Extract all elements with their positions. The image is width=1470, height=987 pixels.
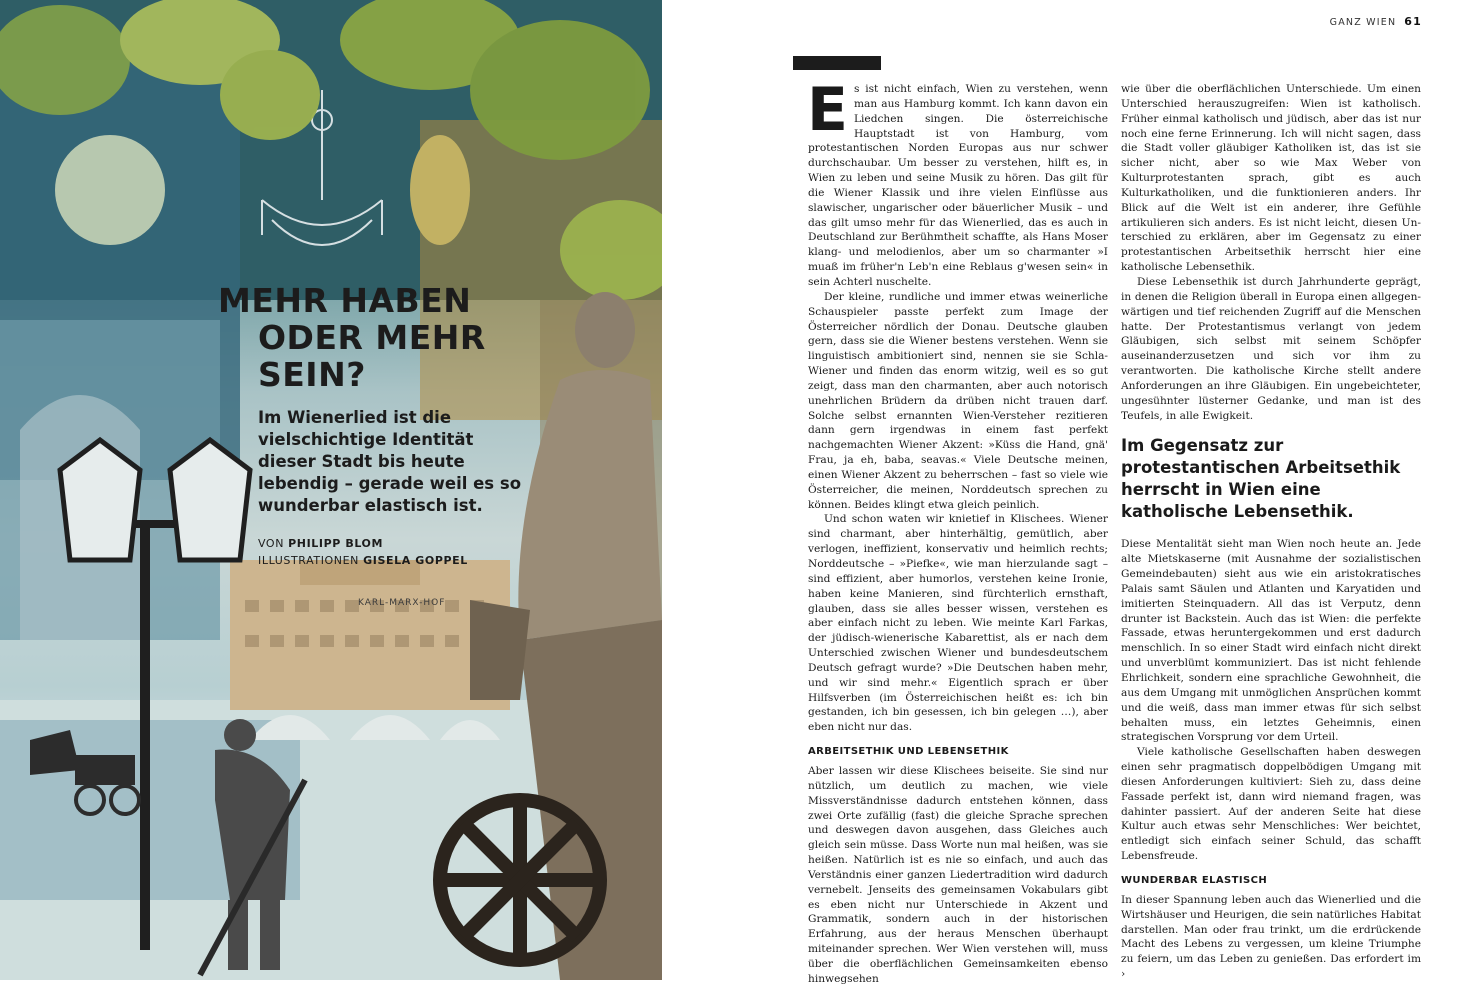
illustrator-prefix: ILLUSTRATIONEN — [258, 554, 360, 567]
subtitle: Im Wienerlied ist die vielschichtige Identität dieser Stadt bis heute lebendig – gerade weil es so wunderbar elastisch ist. — [258, 408, 522, 515]
paragraph: Und schon waten wir knietief in Klischees. Wiener sind charmant, aber hinterhältig, gemütlich, aber verlogen, ineffizient, konservativ und heimlich rechts; Norddeutsche – »Piefke«, wie man hierzulande sagt – sind effizient, aber humorlos, verstehen keine Ironie, haben keine Manieren, sind fürchterlich ernsthaft, glauben, dass sie alles besser wissen, verstehen es aber einfach nicht zu leben. Wie meinte Karl Farkas, der jüdisch-wienerische Kabarettist, als er nach dem Unterschied zwischen Wiener und bundesdeutschem Deutsch gefragt wurde? »Die Deutschen haben mehr, und wir sind mehr.« Eigentlich sprach er über Hilfsverben (im Österreichischen heißt es: ich bin gestanden, ich bin gesessen, ich bin gelegen …), aber eben nicht nur das. — [808, 513, 1108, 734]
title-block — [218, 282, 598, 569]
section-name: GANZ WIEN — [1329, 17, 1397, 28]
paragraph: Diese Lebensethik ist durch Jahrhunderte geprägt, in denen die Religion überall in Europa einen allgegenwärtigen und tief reichenden Zugriff auf die Menschen hatte. Der Protestantismus verlangt von jedem Gläubigen, sich selbst mit seinem Schöpfer auseinanderzusetzen und sich vor ihm zu verantworten. Die katholische Kirche stellt andere Anforderungen an ihre Gläubigen. Ein ungebeichteter, ungesühnter lüsterner Gedanke, und man ist des Teufels, in alle Ewigkeit. — [1121, 275, 1421, 422]
byline-prefix: VON — [258, 537, 285, 550]
paragraph-text: s ist nicht einfach, Wien zu verstehen, wenn man aus Hamburg kommt. Ich kann davon ein Liedchen singen. Die österreichische Hauptstadt ist von Hamburg, vom protestantischen Norden Europas aus nur schwer durchschaubar. Um besser zu verstehen, hilft es, in Wien zu leben und seine Musik zu hören. Das gilt für die Wiener Klassik und ihre vielen Einflüsse aus slawischer, ungarischer oder bäuerlicher Musik – und das gilt umso mehr für das Wienerlied, das es auch in Deutschland zur Berühmtheit schaffte, als Hans Moser klang- und melodienlos, aber um so charmanter »I muaß im früher'n Leb'n eine Reblaus g'wesen sein« in sein Achterl nuschelte. — [808, 83, 1108, 288]
paragraph: Viele katholische Gesellschaften haben deswegen einen sehr pragmatisch doppelbödigen Umgang mit diesen Anforderungen kultiviert: Sieh zu, dass deine Fassade perfekt ist, dann wird niemand fragen, was dahinter passiert. Auf der anderen Seite hat diese Kultur auch etwas sehr Menschliches: Wer beichtet, entledigt sich einfach seiner Schuld, das schafft Lebensfreude. — [1121, 746, 1421, 863]
paragraph: Aber lassen wir diese Klischees beiseite. Sie sind nur nützlich, um deutlich zu machen, wie viele Missverständnisse dadurch entstehen können, dass zwei Orte zufällig (fast) die gleiche Sprache sprechen und deswegen davon ausgehen, dass Gleiches auch gleich sein müsse. Dass Worte nun mal heißen, was sie heißen. Natürlich ist es nie so einfach, und auch das Verständnis einer ganzen Liedertradition wird dadurch vernebelt. Jenseits des gemeinsamen Vokabulars gibt es eben nicht nur Unterschiede in Akzent und Grammatik, sondern auch in der historischen Erfahrung, aus der heraus Menschen überhaupt miteinander sprechen. Wer Wien verstehen will, muss über die oberflächlichen Gemeinsamkeiten ebenso hinwegsehen — [808, 764, 1108, 985]
paragraph: wie über die oberflächlichen Unterschiede. Um einen Unterschied herauszugreifen: Wien ist katholisch. Früher einmal katholisch und jüdisch, aber das ist nur noch eine ferne Erinnerung. Ich will nicht sagen, dass die Stadt voller gläubiger Katholiken ist, das ist sie sicher nicht, aber so wie Max Weber von Kulturprotestanten sprach, gibt es auch Kulturkatholiken, und die funktionieren anders. Ihr Blick auf die Welt ist ein anderer, ihre Gefühle artikulieren sich anders. Es ist nicht leicht, diesen Unterschied zu erklären, aber im Gegensatz zu einer protestantischen Arbeitsethik herrscht hier eine katholische Lebensethik. — [1121, 83, 1421, 274]
section-subhead: WUNDERBAR ELASTISCH — [1121, 874, 1268, 886]
byline — [258, 535, 598, 552]
illustrator-name: GISELA GOPPEL — [363, 554, 468, 567]
paragraph — [807, 75, 1108, 290]
article-column-1 — [807, 75, 1108, 987]
top-rule-bar — [793, 56, 881, 70]
paragraph: In dieser Spannung leben auch das Wienerlied und die Wirtshäuser und Heurigen, die sein natürliches Habitat darstellen. Man oder frau trinkt, um die erdrückende Macht des Lebens zu vergessen, um kleine Triumphe zu feiern, um das Leben zu genießen. Das erfordert im › — [1121, 893, 1421, 981]
page-number: 61 — [1404, 15, 1422, 28]
paragraph: Der kleine, rundliche und immer etwas weinerliche Schauspieler passte perfekt zum Image der Österreicher nördlich der Donau. Deutsche glauben gern, dass sie die Wiener bestens verstehen. Wenn sie linguistisch ambitioniert sind, nennen sie sie Schla-Wiener und finden das enorm witzig, weil es so gut zeigt, dass man den charmanten, aber auch notorisch unehrlichen Brüdern da drüben nicht trauen darf. Solche selbst ernannten Wien-Versteher rezitieren dann gern irgendwas in einem fast perfekt nachgemachten Wiener Akzent: »Küss die Hand, gnä' Frau, ja eh, baba, seavas.« Viele Deutsche meinen, einen Wiener Akzent zu beherrschen – fast so viele wie Österreicher, die meinen, Norddeutsch sprechen zu können. Beides klingt etwa gleich peinlich. — [808, 290, 1108, 511]
pull-quote: Im Gegensatz zur protestantischen Arbeitsethik herrscht in Wien eine katholische Lebensethik. — [1121, 436, 1401, 522]
headline — [218, 282, 598, 393]
byline-author: PHILIPP BLOM — [288, 537, 384, 550]
building-sign: KARL-MARX-HOF — [358, 598, 446, 608]
drop-cap: E — [807, 75, 848, 145]
cover-illustration — [0, 0, 662, 980]
section-subhead: ARBEITSETHIK UND LEBENSETHIK — [808, 746, 1009, 758]
credits — [258, 535, 598, 569]
illustrator-credit — [258, 552, 598, 569]
headline-line-2: ODER MEHR SEIN? — [258, 318, 486, 394]
article-column-2 — [1121, 82, 1421, 982]
headline-line-1: MEHR HABEN — [218, 281, 472, 320]
cogwheel-shape — [440, 800, 600, 960]
paragraph: Diese Mentalität sieht man Wien noch heute an. Jede alte Mietskaserne (mit Ausnahme der sozialistischen Gemeindebauten) sieht aus wie ein aristokratisches Palais samt Säulen und Atlanten und Karyatiden und imitierten Steinquadern. All das ist Verputz, denn drunter ist Backstein. Auch das ist Wien: die perfekte Fassade, etwas heruntergekommen und erst dadurch menschlich. In so einer Stadt wird einfach nicht direkt und unverblümt kommuniziert. Das ist nicht fehlende Ehrlichkeit, sondern eine sprachliche Gewohnheit, die aus dem Umgang mit unmöglichen Ansprüchen kommt und die weiß, dass man immer etwas für sich selbst behalten muss, ein letztes Geheimnis, einen strategischen Vorsprung vor dem Urteil. — [1121, 538, 1421, 744]
running-head — [1330, 15, 1422, 28]
